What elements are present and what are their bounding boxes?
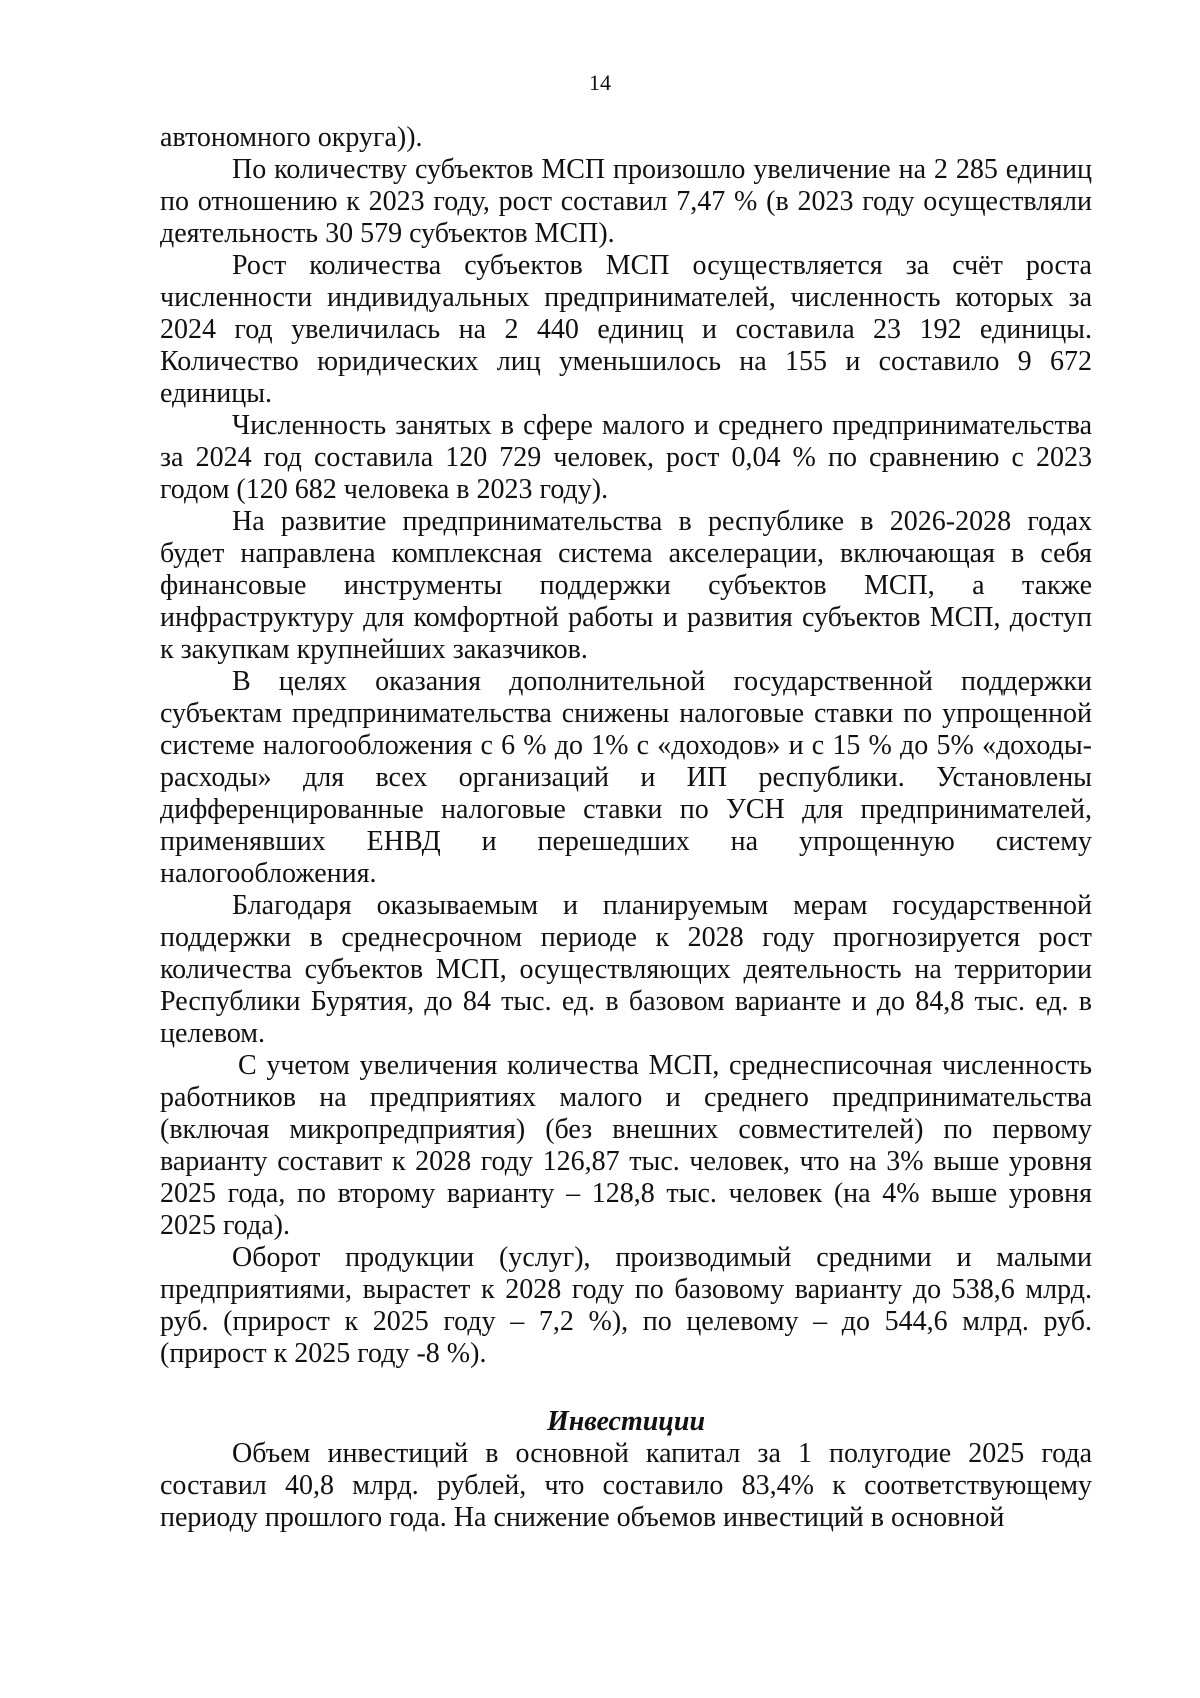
paragraph-msp-count: По количеству субъектов МСП произошло увеличение на 2 285 единиц по отношению к 2023 году, рост составил 7,47 % (в 2023 году осуществляли деятельность 30 579 субъектов МСП). [160,154,1092,249]
paragraph-tax-rates: В целях оказания дополнительной государственной поддержки субъектам предпринимательства снижены налоговые ставки по упрощенной системе налогообложения с 6 % до 1% с «доходов» и с 15 % до 5% «доходы-расходы» для всех организаций и ИП республики. Установлены дифференцированные налоговые ставки по УСН для предпринимателей, применявших ЕНВД и перешедших на упрощенную систему налогообложения. [160,666,1092,889]
paragraph-acceleration-system: На развитие предпринимательства в республике в 2026-2028 годах будет направлена комплексная система акселерации, включающая в себя финансовые инструменты поддержки субъектов МСП, а также инфраструктуру для комфортной работы и развития субъектов МСП, доступ к закупкам крупнейших заказчиков. [160,506,1092,665]
paragraph-continuation: автономного округа)). [160,122,423,153]
document-body [160,122,1092,1534]
paragraph-employment: Численность занятых в сфере малого и среднего предпринимательства за 2024 год составила 120 729 человек, рост 0,04 % по сравнению с 2023 годом (120 682 человека в 2023 году). [160,410,1092,505]
paragraph-turnover-forecast: Оборот продукции (услуг), производимый средними и малыми предприятиями, вырастет к 2028 году по базовому варианту до 538,6 млрд. руб. (прирост к 2025 году – 7,2 %), по целевому – до 544,6 млрд. руб. (прирост к 2025 году -8 %). [160,1242,1092,1369]
paragraph-investments: Объем инвестиций в основной капитал за 1 полугодие 2025 года составил 40,8 млрд. рублей, что составило 83,4% к соответствующему периоду прошлого года. На снижение объемов инвестиций в основной [160,1438,1092,1533]
paragraph-forecast-msp: Благодаря оказываемым и планируемым мерам государственной поддержки в среднесрочном периоде к 2028 году прогнозируется рост количества субъектов МСП, осуществляющих деятельность на территории Республики Бурятия, до 84 тыс. ед. в базовом варианте и до 84,8 тыс. ед. в целевом. [160,890,1092,1049]
page-number: 14 [589,70,611,95]
section-heading-investments: Инвестиции [546,1406,706,1437]
paragraph-msp-growth-reason: Рост количества субъектов МСП осуществляется за счёт роста численности индивидуальных предпринимателей, численность которых за 2024 год увеличилась на 2 440 единиц и составила 23 192 единицы. Количество юридических лиц уменьшилось на 155 и составило 9 672 единицы. [160,250,1092,409]
paragraph-workforce-forecast: С учетом увеличения количества МСП, среднесписочная численность работников на предприятиях малого и среднего предпринимательства (включая микропредприятия) (без внешних совместителей) по первому варианту составит к 2028 году 126,87 тыс. человек, что на 3% выше уровня 2025 года, по второму варианту – 128,8 тыс. человек (на 4% выше уровня 2025 года). [160,1050,1092,1241]
